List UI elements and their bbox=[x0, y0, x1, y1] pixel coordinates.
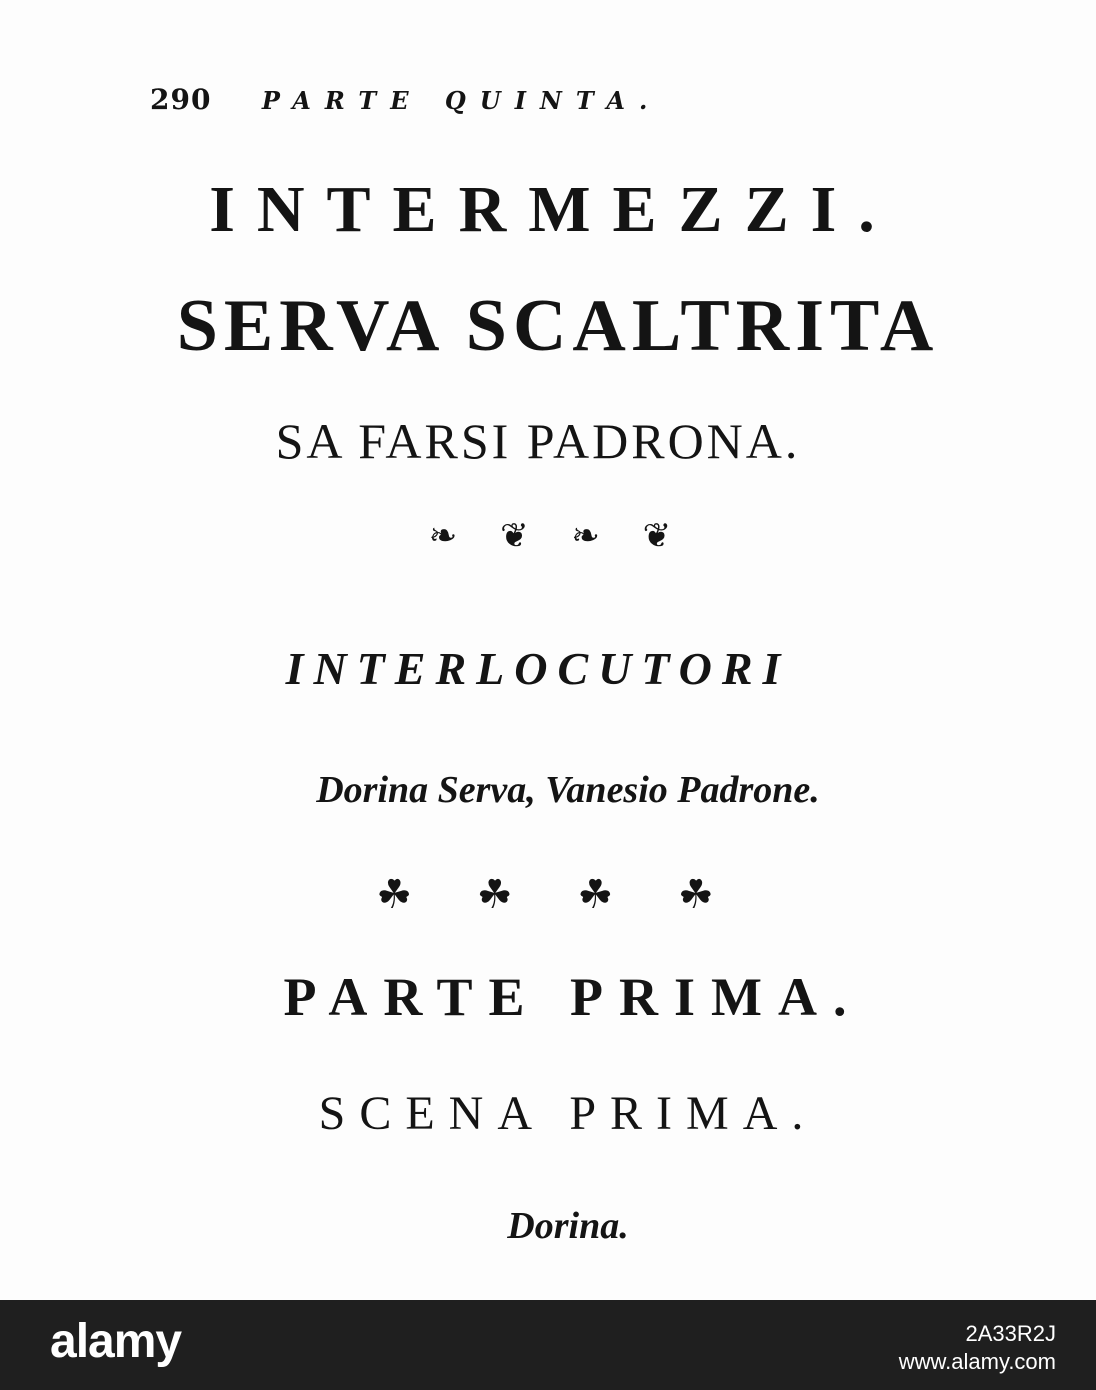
brand-logo: alamy bbox=[50, 1315, 182, 1368]
running-head-title: PARTE QUINTA. bbox=[261, 86, 662, 115]
page-number: 290 bbox=[150, 83, 212, 116]
fleuron-ornament-row: ❧ ❦ ❧ ❦ bbox=[428, 516, 688, 556]
title-intermezzi: INTERMEZZI. bbox=[209, 173, 897, 246]
speaker-name: Dorina. bbox=[507, 1205, 629, 1247]
image-id-block bbox=[899, 1320, 1056, 1376]
part-heading: PARTE PRIMA. bbox=[283, 967, 863, 1027]
cast-list: Dorina Serva, Vanesio Padrone. bbox=[316, 769, 820, 811]
running-header bbox=[150, 82, 661, 117]
interlocutori-heading: INTERLOCUTORI bbox=[285, 643, 791, 694]
scene-heading: SCENA PRIMA. bbox=[318, 1087, 818, 1140]
watermark-footer-bar bbox=[0, 1300, 1096, 1390]
title-serva-scaltrita: SERVA SCALTRITA bbox=[176, 285, 940, 367]
floral-ornament-row: ☘ ☘ ☘ ☘ bbox=[376, 872, 740, 918]
image-id: 2A33R2J bbox=[965, 1321, 1056, 1346]
site-url: www.alamy.com bbox=[898, 1349, 1056, 1374]
title-sa-farsi-padrona: SA FARSI PADRONA. bbox=[275, 413, 801, 469]
